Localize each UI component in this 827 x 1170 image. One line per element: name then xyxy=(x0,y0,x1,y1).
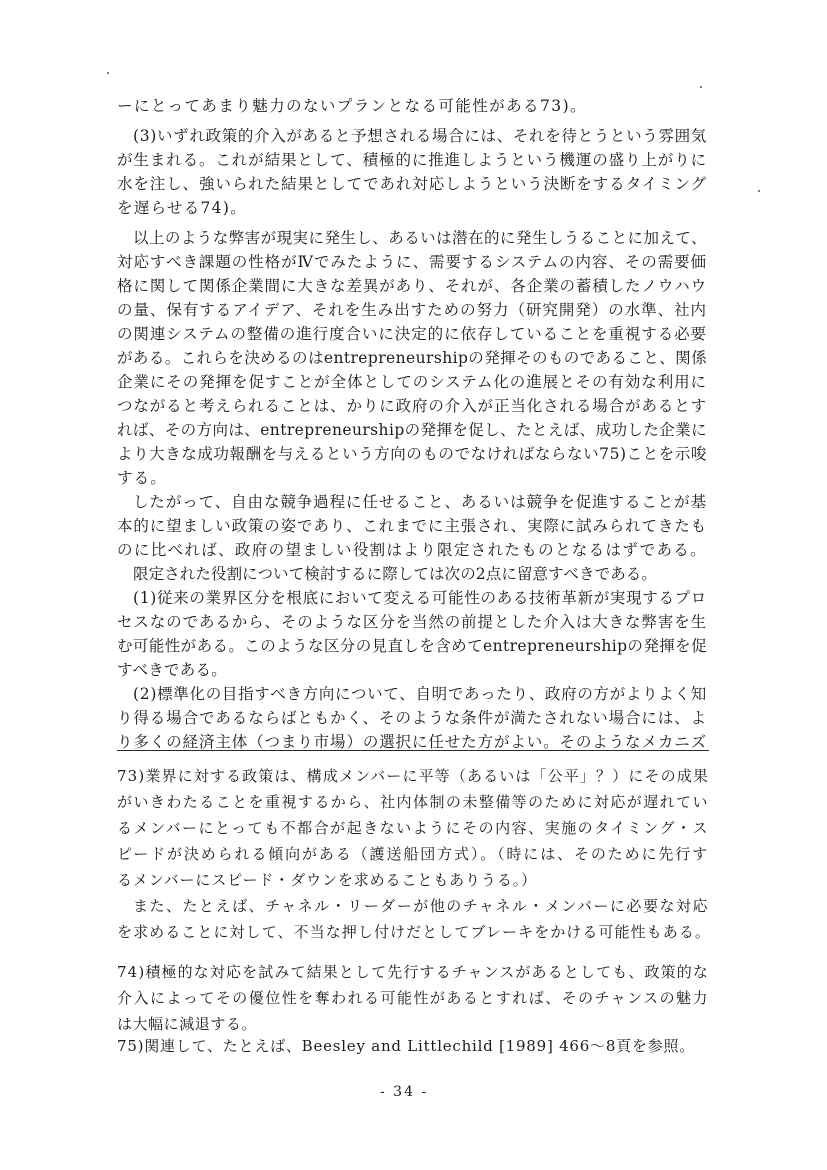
body-line: のに比べれば、政府の望ましい役割はより限定されたものとなるはずである。 xyxy=(117,541,707,559)
footnote-line: 73)業界に対する政策は、構成メンバーに平等（あるいは「公平」？）にその成果 xyxy=(117,767,709,785)
body-line: (3)いずれ政策的介入があると予想される場合には、それを待とうという雰囲気 xyxy=(133,127,707,145)
body-line: 限定された役割について検討するに際しては次の2点に留意すべきである。 xyxy=(133,565,657,583)
body-line: 対応すべき課題の性格がⅣでみたように、需要するシステムの内容、その需要価 xyxy=(117,253,707,271)
footnote-line: 介入によってその優位性を奪われる可能性があるとすれば、そのチャンスの魅力 xyxy=(117,989,709,1007)
body-line: する。 xyxy=(117,469,167,487)
body-line: (1)従来の業界区分を根底において変える可能性のある技術革新が実現するプロ xyxy=(133,589,707,607)
body-line: の関連システムの整備の進行度合いに決定的に依存していることを重視する必要 xyxy=(117,325,707,343)
footnote-line: 74)積極的な対応を試みて結果として先行するチャンスがあるとしても、政策的な xyxy=(117,963,709,981)
body-line: つながると考えられることは、かりに政府の介入が正当化される場合があるとす xyxy=(117,397,707,415)
body-line: が生まれる。これが結果として、積極的に推進しようという機運の盛り上がりに xyxy=(117,151,707,169)
body-line: したがって、自由な競争過程に任せること、あるいは競争を促進することが基 xyxy=(133,493,707,511)
body-line: 水を注し、強いられた結果としてであれ対応しようという決断をするタイミング xyxy=(117,175,707,193)
body-line: 以上のような弊害が現実に発生し、あるいは潜在的に発生しうることに加えて、 xyxy=(133,229,707,247)
body-line: (2)標準化の目指すべき方向について、自明であったり、政府の方がよりよく知 xyxy=(133,685,707,703)
body-line: すべきである。 xyxy=(117,661,227,679)
footnote-line: がいきわたることを重視するから、社内体制の未整備等のために対応が遅れてい xyxy=(117,793,709,811)
body-line: より大きな成功報酬を与えるという方向のものでなければならない75)ことを示唆 xyxy=(117,445,707,463)
body-line: 格に関して関係企業間に大きな差異があり、それが、各企業の蓄積したノウハウ xyxy=(117,277,707,295)
scan-speck xyxy=(758,190,760,192)
body-line: ーにとってあまり魅力のないプランとなる可能性がある73)。 xyxy=(117,97,587,115)
page-number: - 34 - xyxy=(380,1084,429,1100)
scan-speck xyxy=(107,72,109,74)
body-line: がある。これらを決めるのはentrepreneurshipの発揮そのものであること、関係 xyxy=(117,349,707,367)
body-line: り得る場合であるならばともかく、そのような条件が満たされない場合には、よ xyxy=(117,709,707,727)
footnote-line: 75)関連して、たとえば、Beesley and Littlechild [1989] 466～8頁を参照。 xyxy=(117,1037,695,1055)
footnote-line: は大幅に減退する。 xyxy=(117,1015,257,1033)
body-line: れば、その方向は、entrepreneurshipの発揮を促し、たとえば、成功した企業に xyxy=(117,421,707,439)
footnote-divider xyxy=(117,750,709,751)
body-line: り多くの経済主体（つまり市場）の選択に任せた方がよい。そのようなメカニズ xyxy=(117,733,707,751)
body-line: の量、保有するアイデア、それを生み出すための努力（研究開発）の水準、社内 xyxy=(117,301,707,319)
body-line: む可能性がある。このような区分の見直しを含めてentrepreneurshipの発揮を促 xyxy=(117,637,707,655)
footnote-line: ピードが決められる傾向がある（護送船団方式）。（時には、そのために先行す xyxy=(117,845,709,863)
footnote-line: を求めることに対して、不当な押し付けだとしてブレーキをかける可能性もある。 xyxy=(117,923,711,941)
footnote-line: るメンバーにとっても不都合が起きないようにその内容、実施のタイミング・ス xyxy=(117,819,709,837)
footnote-line: るメンバーにスピード・ダウンを求めることもありうる。） xyxy=(117,871,537,889)
body-line: 本的に望ましい政策の姿であり、これまでに主張され、実際に試みられてきたも xyxy=(117,517,707,535)
scan-speck xyxy=(700,86,702,88)
footnote-line: また、たとえば、チャネル・リーダーが他のチャネル・メンバーに必要な対応 xyxy=(133,897,709,915)
body-line: セスなのであるから、そのような区分を当然の前提とした介入は大きな弊害を生 xyxy=(117,613,707,631)
body-line: 企業にその発揮を促すことが全体としてのシステム化の進展とその有効な利用に xyxy=(117,373,707,391)
body-line: を遅らせる74)。 xyxy=(117,199,247,217)
